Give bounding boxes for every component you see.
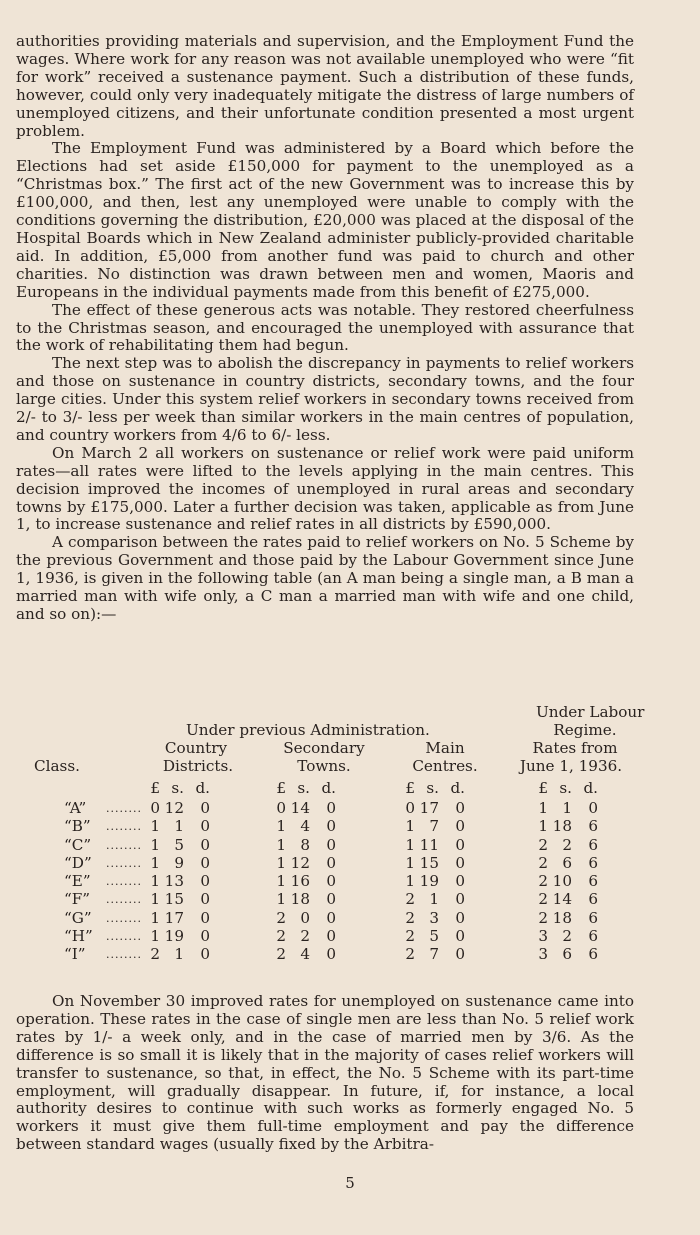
col1-subtitle: Districts.	[162, 757, 234, 775]
col4-title: Rates from	[532, 739, 618, 757]
paragraph: authorities providing materials and supervision, and the Employment Fund the wages. Where work for any reason was not available unemployed who were “fit for work” received a sustenance payment. Such a distribution of these funds, however, could only very inadequately mitigate the distress of large numbers of unemployed citizens, and their unfortunate condition presented a most urgent problem.	[16, 32, 634, 140]
leader-dots: ........	[106, 856, 142, 870]
amount-c3: 1 19 0	[405, 872, 465, 891]
amount-c2: 2 4 0	[276, 945, 336, 964]
amount-c2: 0 14 0	[276, 799, 336, 817]
table-row	[16, 891, 636, 909]
amount-c4: 1 1 0	[538, 799, 598, 817]
paragraph: The Employment Fund was administered by a Board which before the Elections had set aside £150,000 for payment to the unemployed as a “Christmas box.” The first act of the new Government was to increase this by £100,000, and then, lest any unemployed were unable to comply with the conditions governing the distribution, £20,000 was placed at the disposal of the Hospital Boards which in New Zealand administer publicly-provided charitable aid. In addition, £5,000 from another fund was paid to church and other charities. No distinction was drawn between men and women, Maoris and Europeans in the individual payments made from this benefit of £275,000.	[16, 139, 634, 301]
amount-c2: 1 12 0	[276, 853, 336, 872]
amount-c1: 1 1 0	[150, 817, 210, 836]
table-row	[16, 946, 636, 964]
units-col4: £ s. d.	[538, 779, 598, 797]
leader-dots: ........	[106, 875, 142, 889]
paragraph: A comparison between the rates paid to relief workers on No. 5 Scheme by the previous Government and those paid by the Labour Government since June 1, 1936, is given in the following table (an A man being a single man, a B man a married man with wife only, a C man a married man with wife and one child, and so on):—	[16, 533, 634, 623]
leader-dots: ........	[106, 911, 142, 925]
table-header	[16, 703, 645, 800]
col3-title: Main	[425, 739, 465, 757]
page-number: 5	[345, 1174, 355, 1192]
row-class: “E”	[64, 872, 91, 891]
amount-c3: 0 17 0	[405, 799, 465, 817]
amount-c3: 1 7 0	[405, 817, 465, 836]
amount-c1: 1 17 0	[150, 908, 210, 927]
amount-c2: 1 18 0	[276, 890, 336, 909]
amount-c4: 2 18 6	[538, 908, 598, 927]
amount-c4: 1 18 6	[538, 817, 598, 836]
row-class: “D”	[64, 853, 92, 872]
row-class: “C”	[64, 835, 92, 854]
amount-c3: 1 11 0	[405, 835, 465, 854]
amount-c2: 2 0 0	[276, 908, 336, 927]
leader-dots: ........	[106, 893, 142, 907]
leader-dots: ........	[106, 930, 142, 944]
leader-dots: ........	[106, 948, 142, 962]
amount-c4: 3 6 6	[538, 945, 598, 964]
leader-dots: ........	[106, 838, 142, 852]
amount-c3: 1 15 0	[405, 853, 465, 872]
table-row	[16, 873, 636, 891]
amount-c3: 2 5 0	[405, 927, 465, 946]
rates-table	[16, 703, 645, 965]
table-row	[16, 818, 636, 836]
amount-c3: 2 3 0	[405, 908, 465, 927]
table-row	[16, 855, 636, 873]
col2-subtitle: Towns.	[297, 757, 351, 775]
amount-c4: 3 2 6	[538, 927, 598, 946]
amount-c2: 1 16 0	[276, 872, 336, 891]
table-row	[16, 837, 636, 855]
paragraph: The effect of these generous acts was notable. They restored cheerfulness to the Christmas season, and encouraged the unemployed with assurance that the work of rehabilitating them had begun.	[16, 300, 634, 355]
row-class: “F”	[64, 890, 91, 909]
amount-c4: 2 2 6	[538, 835, 598, 854]
amount-c2: 1 8 0	[276, 835, 336, 854]
col3-subtitle: Centres.	[412, 757, 478, 775]
amount-c4: 2 6 6	[538, 853, 598, 872]
amount-c1: 1 13 0	[150, 872, 210, 891]
body-text	[16, 33, 634, 624]
row-class: “I”	[64, 945, 86, 964]
col-class: Class.	[34, 757, 80, 775]
amount-c1: 1 5 0	[150, 835, 210, 854]
amount-c2: 2 2 0	[276, 927, 336, 946]
units-col2: £ s. d.	[276, 779, 336, 797]
units-col3: £ s. d.	[405, 779, 465, 797]
amount-c1: 0 12 0	[150, 799, 210, 817]
amount-c3: 2 1 0	[405, 890, 465, 909]
table-row	[16, 910, 636, 928]
table-row	[16, 928, 636, 946]
table-row	[16, 800, 636, 818]
row-class: “A”	[64, 799, 87, 817]
row-class: “B”	[64, 817, 91, 836]
header-labour-2: Regime.	[553, 721, 617, 739]
leader-dots: ........	[106, 820, 142, 834]
col1-title: Country	[164, 739, 228, 757]
col2-title: Secondary	[283, 739, 365, 757]
units-col1: £ s. d.	[150, 779, 210, 797]
paragraph: On November 30 improved rates for unemployed on sustenance came into operation. These rates in the case of single men are less than No. 5 relief work rates by 1/- a week only, and in the case of married men by 3/6. As the difference is so small it is likely that in the majority of cases relief workers will transfer to sustenance, so that, in effect, the No. 5 Scheme with its part-time employment, will gradually disappear. In future, if, for instance, a local authority desires to continue with such works as formerly engaged No. 5 workers it must give them full-time employment and pay the difference between standard wages (usually fixed by the Arbitra-	[16, 992, 634, 1154]
paragraph: On March 2 all workers on sustenance or relief work were paid uniform rates—all rates were lifted to the levels applying in the main centres. This decision improved the incomes of unemployed in rural areas and secondary towns by £175,000. Later a further decision was taken, applicable as from June 1, to increase sustenance and relief rates in all districts by £590,000.	[16, 443, 634, 534]
amount-c4: 2 10 6	[538, 872, 598, 891]
header-labour-1: Under Labour	[536, 703, 645, 721]
col4-subtitle: June 1, 1936.	[519, 757, 623, 775]
header-previous: Under previous Administration.	[186, 721, 430, 739]
leader-dots: ........	[106, 802, 142, 815]
amount-c2: 1 4 0	[276, 817, 336, 836]
amount-c1: 2 1 0	[150, 945, 210, 964]
amount-c1: 1 19 0	[150, 927, 210, 946]
row-class: “G”	[64, 908, 92, 927]
amount-c1: 1 15 0	[150, 890, 210, 909]
amount-c4: 2 14 6	[538, 890, 598, 909]
body-text-continued	[16, 993, 634, 1154]
amount-c1: 1 9 0	[150, 853, 210, 872]
table-body	[16, 800, 636, 965]
paragraph: The next step was to abolish the discrepancy in payments to relief workers and those on sustenance in country districts, secondary towns, and the four large cities. Under this system relief workers in secondary towns received from 2/- to 3/- less per week than similar workers in the main centres of population, and country workers from 4/6 to 6/- less.	[16, 354, 634, 444]
amount-c3: 2 7 0	[405, 945, 465, 964]
row-class: “H”	[64, 927, 93, 946]
